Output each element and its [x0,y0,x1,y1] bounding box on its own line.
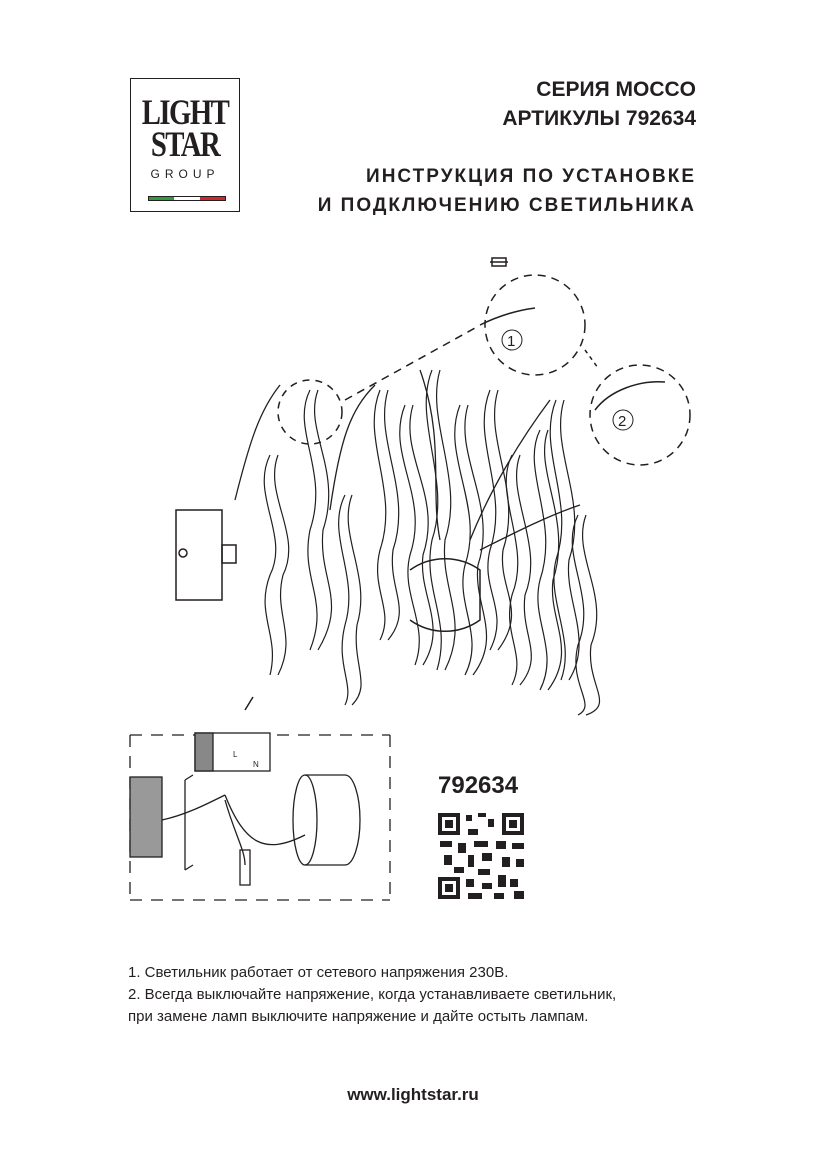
article-title: АРТИКУЛЫ 792634 [502,107,696,130]
logo-light: LIGHT [141,92,229,132]
step-1-label: 1 [507,333,516,350]
article-number: 792634 [438,772,519,799]
instruction-title-2: И ПОДКЛЮЧЕНИЮ СВЕТИЛЬНИКА [317,195,696,216]
note-2: 2. Всегда выключайте напряжение, когда устанавливаете светильник, [128,986,617,1003]
step-2-label: 2 [618,413,627,430]
note-1: 1. Светильник работает от сетевого напряжения 230В. [128,964,509,981]
qr-code[interactable] [438,813,524,899]
instruction-title-1: ИНСТРУКЦИЯ ПО УСТАНОВКЕ [366,166,696,187]
logo-flag [148,196,226,201]
logo-group: GROUP [150,167,220,181]
safety-notes [128,962,616,1028]
fixture-drawing [0,240,826,740]
lightstar-logo [130,78,240,212]
series-title: СЕРИЯ MOCCO [536,78,696,101]
wire-label-l: L [233,750,238,759]
website-link[interactable]: www.lightstar.ru [347,1085,479,1104]
wiring-diagram [125,725,395,905]
note-2-cont: при замене ламп выключите напряжение и дайте остыть лампам. [128,1008,589,1025]
wire-label-n: N [253,760,259,769]
logo-star: STAR [150,124,220,164]
